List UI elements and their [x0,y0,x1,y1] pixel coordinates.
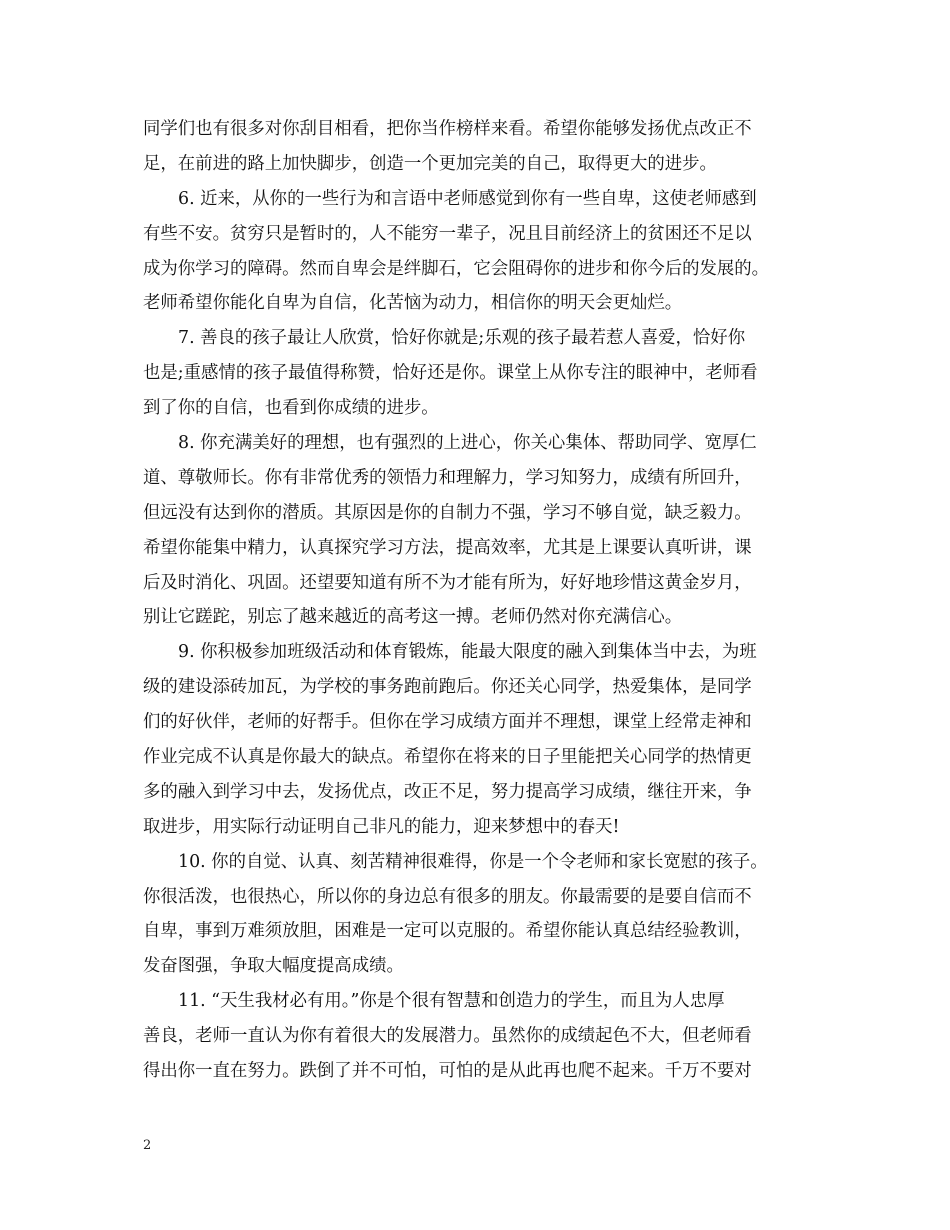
paragraph-line: 得出你一直在努力。跌倒了并不可怕，可怕的是从此再也爬不起来。千万不要对 [143,1061,752,1082]
paragraph-first-line: 11. “天生我材必有用。”你是个很有智慧和创造力的学生，而且为人忠厚 [178,991,725,1012]
paragraph-line: 你很活泼，也很热心，所以你的身边总有很多的朋友。你最需要的是要自信而不 [143,886,752,907]
paragraph-line: 道、尊敬师长。你有非常优秀的领悟力和理解力，学习知努力，成绩有所回升， [143,467,752,488]
paragraph-line: 同学们也有很多对你刮目相看，把你当作榜样来看。希望你能够发扬优点改正不 [143,119,752,139]
paragraph-line: 取进步，用实际行动证明自己非凡的能力，迎来梦想中的春天! [143,816,620,837]
paragraph-line: 也是;重感情的孩子最值得称赞，恰好还是你。课堂上从你专注的眼神中，老师看 [143,363,758,384]
paragraph-line: 但远没有达到你的潜质。其原因是你的自制力不强，学习不够自觉，缺乏毅力。 [143,502,752,523]
paragraph-line: 作业完成不认真是你最大的缺点。希望你在将来的日子里能把关心同学的热情更 [143,747,752,768]
paragraph-line: 希望你能集中精力，认真探究学习方法，提高效率，尤其是上课要认真听讲，课 [143,537,752,558]
paragraph-line: 有些不安。贫穷只是暂时的，人不能穷一辈子，况且目前经济上的贫困还不足以 [143,223,752,244]
paragraph-first-line: 10. 你的自觉、认真、刻苦精神很难得，你是一个令老师和家长宽慰的孩子。 [178,851,768,872]
page-number: 2 [143,1138,152,1153]
paragraph-line: 成为你学习的障碍。然而自卑会是绊脚石，它会阻碍你的进步和你今后的发展的。 [143,258,770,279]
paragraph-line: 老师希望你能化自卑为自信，化苦恼为动力，相信你的明天会更灿烂。 [143,293,683,314]
document-body [143,112,823,1089]
paragraph-line: 级的建设添砖加瓦，为学校的事务跑前跑后。你还关心同学，热爱集体，是同学 [143,677,752,698]
paragraph-first-line: 6. 近来，从你的一些行为和言语中老师感觉到你有一些自卑，这使老师感到 [178,188,757,209]
paragraph-line: 多的融入到学习中去，发扬优点，改正不足，努力提高学习成绩，继往开来，争 [143,781,752,802]
paragraph-line: 自卑，事到万难须放胆，困难是一定可以克服的。希望你能认真总结经验教训， [143,921,752,942]
paragraph-first-line: 7. 善良的孩子最让人欣赏，恰好你就是;乐观的孩子最若惹人喜爱，恰好你 [178,328,746,349]
paragraph-line: 善良，老师一直认为你有着很大的发展潜力。虽然你的成绩起色不大，但老师看 [143,1026,752,1047]
paragraph-line: 发奋图强，争取大幅度提高成绩。 [143,956,404,977]
paragraph-first-line: 8. 你充满美好的理想，也有强烈的上进心，你关心集体、帮助同学、宽厚仁 [178,433,757,454]
paragraph-line: 后及时消化、巩固。还望要知道有所不为才能有所为，好好地珍惜这黄金岁月， [143,572,752,593]
paragraph-line: 足，在前进的路上加快脚步，创造一个更加完美的自己，取得更大的进步。 [143,153,717,174]
paragraph-first-line: 9. 你积极参加班级活动和体育锻炼，能最大限度的融入到集体当中去，为班 [178,642,757,663]
paragraph-line: 到了你的自信，也看到你成绩的进步。 [143,398,439,419]
paragraph-line: 们的好伙伴，老师的好帮手。但你在学习成绩方面并不理想，课堂上经常走神和 [143,712,752,733]
paragraph-line: 别让它蹉跎，别忘了越来越近的高考这一搏。老师仍然对你充满信心。 [143,607,683,628]
